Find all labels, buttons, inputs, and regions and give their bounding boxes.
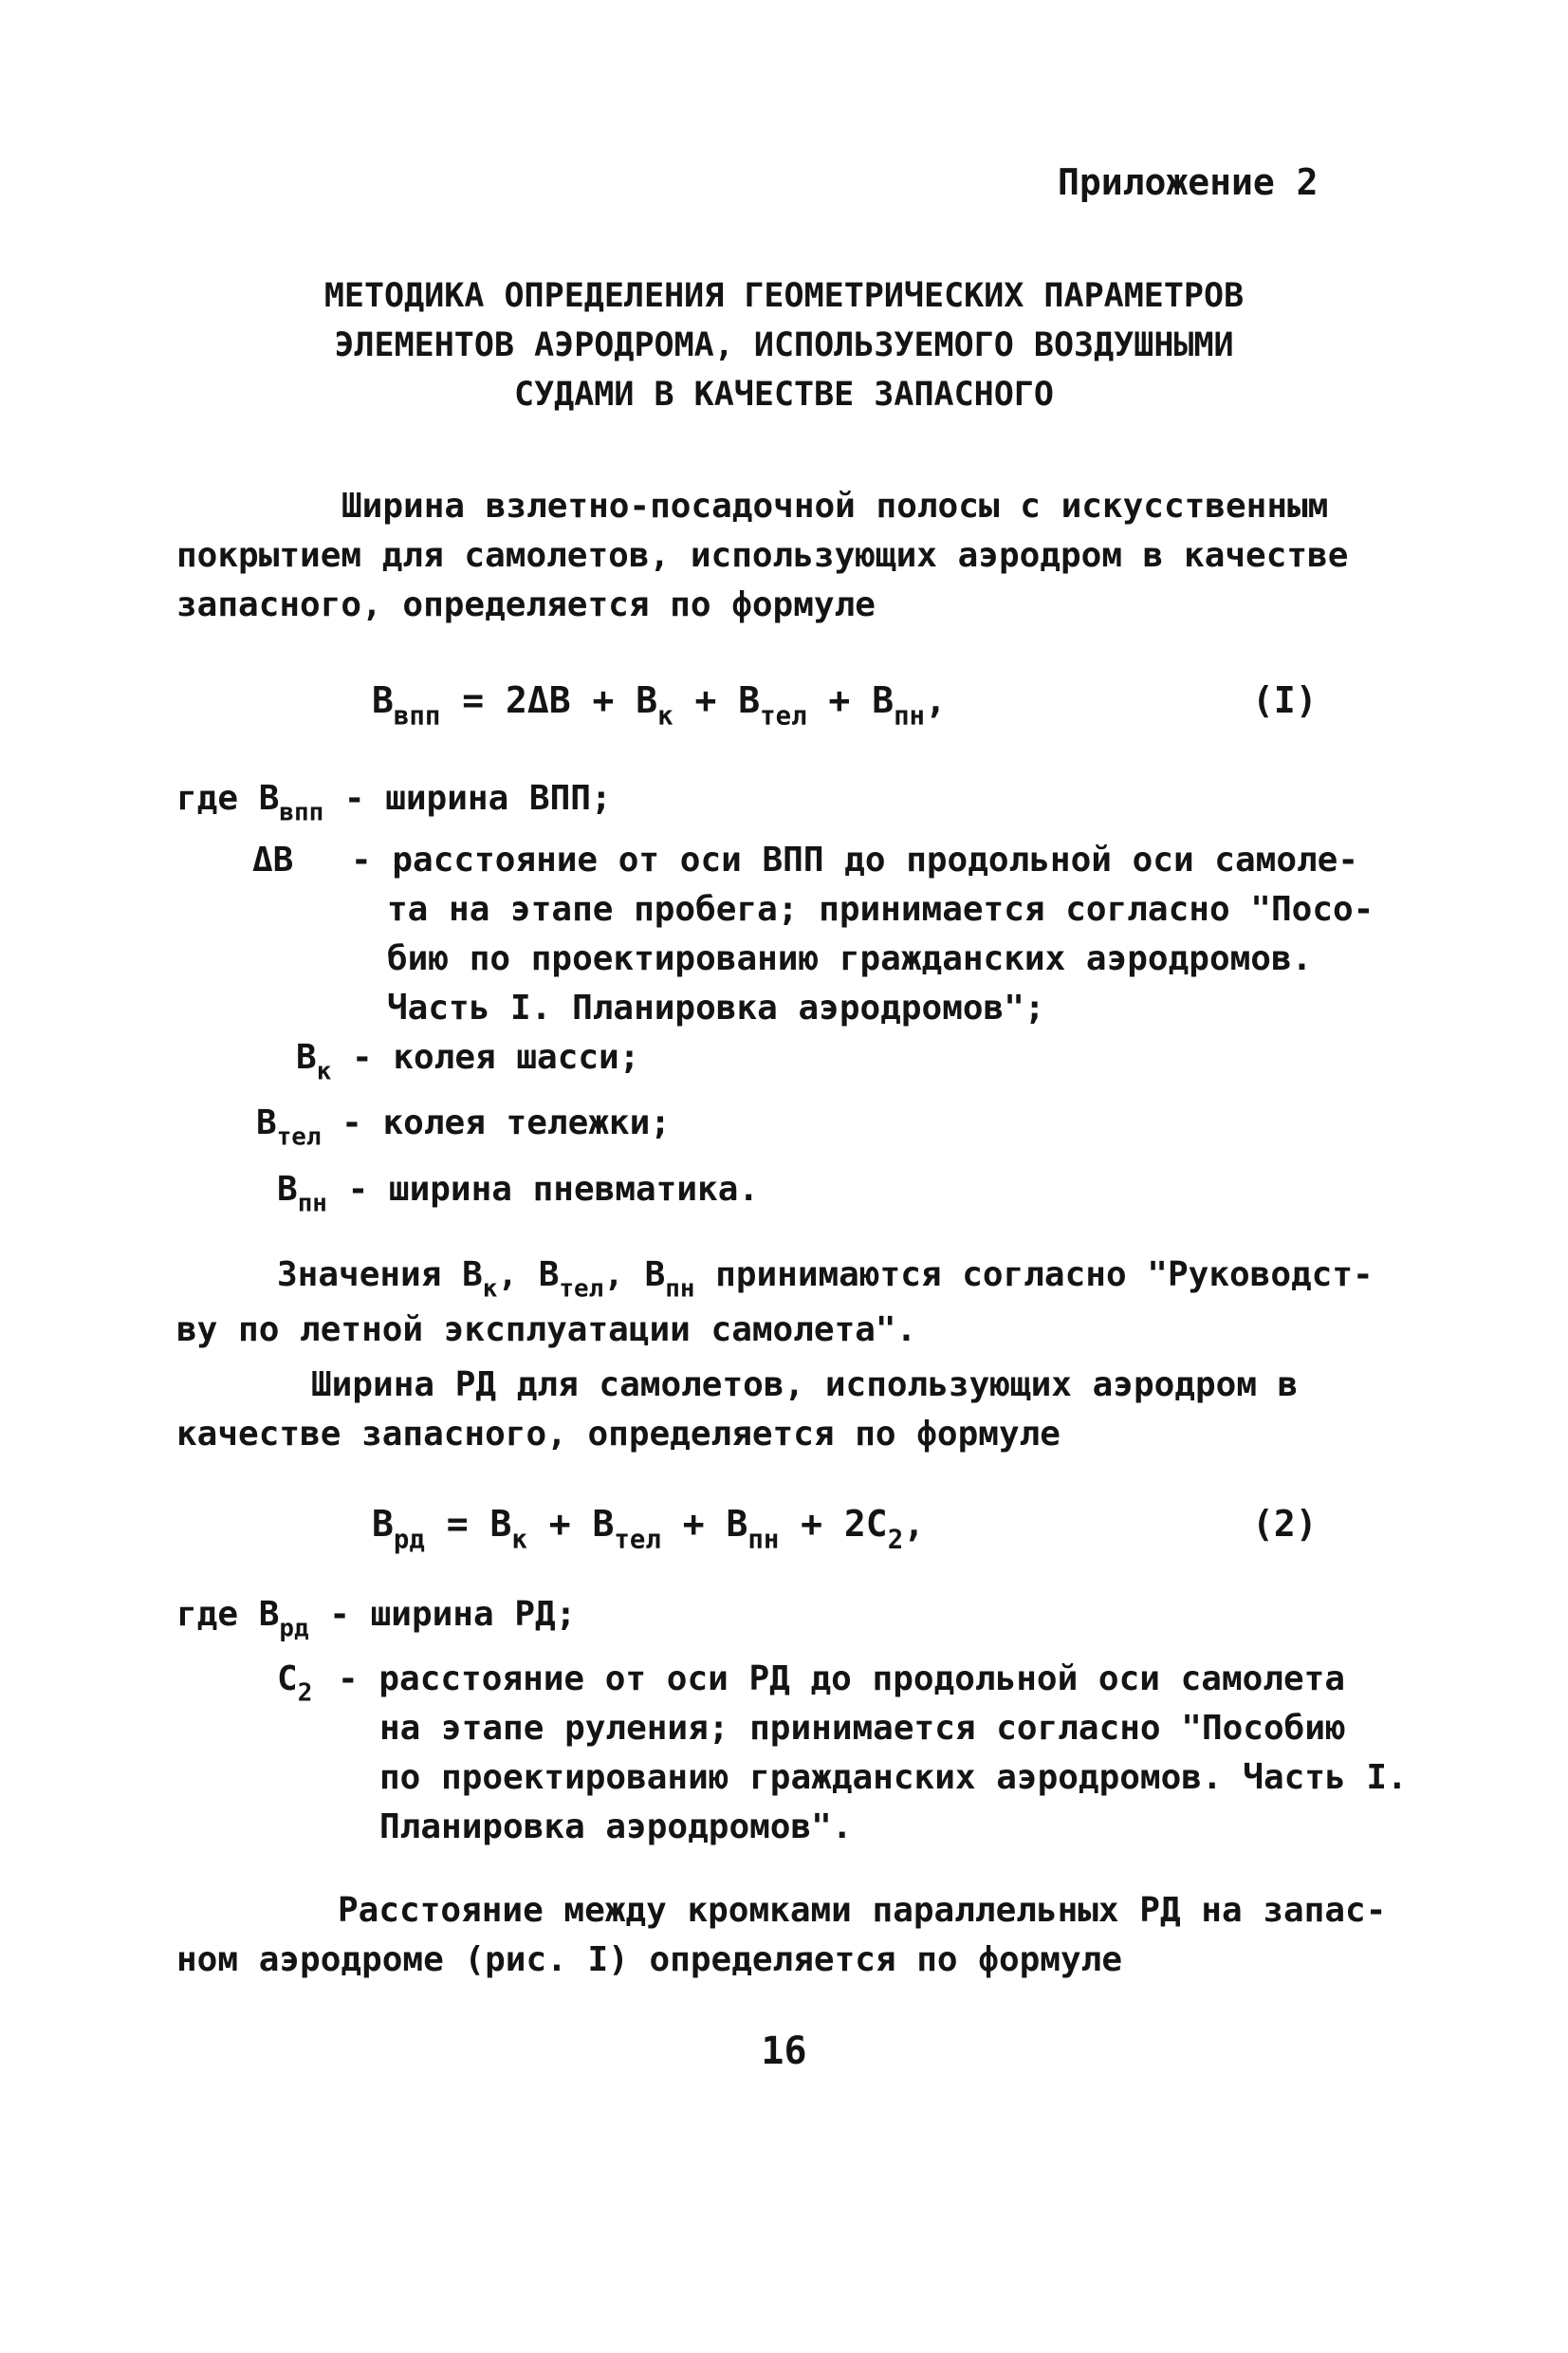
para2-line-2: ву по летной эксплуатации самолета". <box>176 1310 917 1349</box>
where2-c2-def-3: по проектированию гражданских аэродромов. Часть I. <box>379 1758 1408 1797</box>
where1-dB-def-1: - расстояние от оси ВПП до продольной оси самоле- <box>351 841 1359 880</box>
where1-k: $B_к$ - колея шасси; <box>296 1038 640 1086</box>
where2-c2-def-2: на этапе руления; принимается согласно "Пособию <box>379 1709 1346 1748</box>
para1-line-2: покрытием для самолетов, использующих аэродром в качестве <box>176 536 1349 575</box>
title-line-3: СУДАМИ В КАЧЕСТВЕ ЗАПАСНОГО <box>514 376 1054 414</box>
formula-2-number: (2) <box>1252 1503 1318 1545</box>
where1-dB-def-2: та на этапе пробега; принимается согласно "Посо- <box>387 890 1374 929</box>
where1-pn: $B_{пн}$ - ширина пневматика. <box>277 1170 760 1218</box>
formula-1: $B_{впп} = 2\Delta B + B_к + B_{тел} + B_{пн}$, <box>372 679 947 732</box>
formula-2: $B_{рд} = B_к + B_{тел} + B_{пн} + 2C_2$, <box>372 1503 926 1555</box>
title-line-2: ЭЛЕМЕНТОВ АЭРОДРОМА, ИСПОЛЬЗУЕМОГО ВОЗДУШНЫМИ <box>334 326 1234 364</box>
where2-rd: где $B_{рд}$ - ширина РД; <box>176 1595 577 1643</box>
para4-line-1: Расстояние между кромками параллельных РД на запас- <box>338 1891 1387 1930</box>
where2-c2-symbol: $C_2$ <box>277 1659 313 1708</box>
where1-dB-def-3: бию по проектированию гражданских аэродромов. <box>387 939 1313 978</box>
where1-dB-symbol: ΔB <box>252 841 294 880</box>
para3-line-2: качестве запасного, определяется по формуле <box>176 1415 1061 1454</box>
where1-vpp: где $B_{впп}$ - ширина ВПП; <box>176 779 612 827</box>
para2-line-1: Значения $B_к$, $B_{тел}$, $B_{пн}$ принимаются согласно "Руководст- <box>277 1255 1374 1304</box>
formula-1-number: (I) <box>1252 679 1318 721</box>
where1-tel: $B_{тел}$ - колея тележки; <box>256 1103 671 1152</box>
where1-dB-def-4: Часть I. Планировка аэродромов"; <box>387 989 1045 1028</box>
title-line-1: МЕТОДИКА ОПРЕДЕЛЕНИЯ ГЕОМЕТРИЧЕСКИХ ПАРАМЕТРОВ <box>323 277 1245 315</box>
para3-line-1: Ширина РД для самолетов, использующих аэродром в <box>311 1365 1299 1404</box>
page-number: 16 <box>761 2029 807 2073</box>
para1-line-3: запасного, определяется по формуле <box>176 585 876 624</box>
where2-c2-def-4: Планировка аэродромов". <box>379 1807 853 1846</box>
annex-label: Приложение 2 <box>1058 161 1319 203</box>
para1-line-1: Ширина взлетно-посадочной полосы с искусственным <box>341 487 1329 526</box>
para4-line-2: ном аэродроме (рис. I) определяется по формуле <box>176 1940 1122 1979</box>
where2-c2-def-1: - расстояние от оси РД до продольной оси самолета <box>338 1659 1346 1698</box>
